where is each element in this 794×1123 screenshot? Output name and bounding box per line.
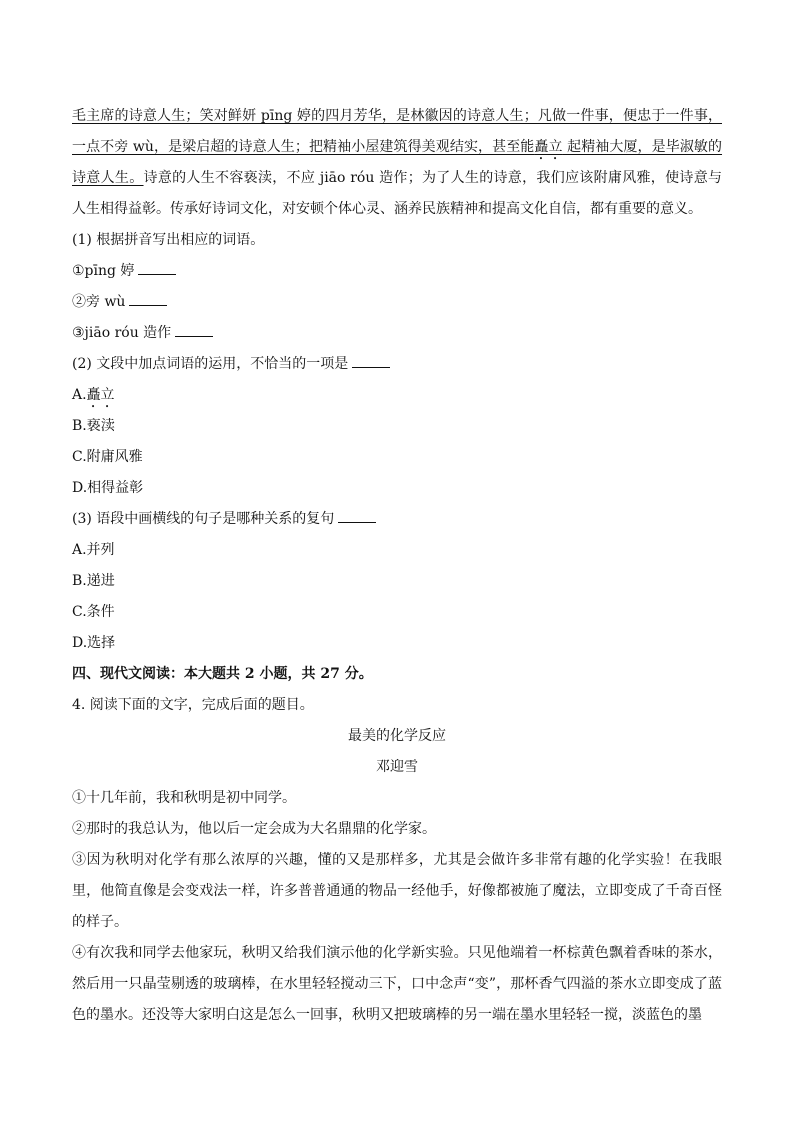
underlined-sentence: 毛主席的诗意人生；笑对鲜妍 pīng 婷的四月芳华，是林徽因的诗意人生；凡做一件事，便忠于一件事，一点不旁 wù，是梁启超的诗意人生；把精袖小屋建筑得美观结实，甚至能	[72, 108, 722, 155]
q1-item-3: ③jiāo róu 造作	[72, 318, 722, 349]
option-a-dotted-word: 矗立	[86, 387, 115, 403]
article-title: 最美的化学反应	[348, 728, 446, 744]
article-author: 邓迎雪	[376, 759, 418, 775]
document-page	[72, 101, 722, 1031]
answer-blank[interactable]	[338, 510, 376, 523]
answer-blank[interactable]	[138, 262, 176, 275]
dotted-word-chuli: 矗立	[534, 139, 563, 155]
section-heading: 四、现代文阅读：本大题共 2 小题，共 27 分。	[72, 666, 373, 682]
q1-prompt: (1) 根据拼音写出相应的词语。	[72, 232, 265, 248]
q1-item-1: ①pīng 婷	[72, 256, 722, 287]
article-paragraph-1: ①十几年前，我和秋明是初中同学。	[72, 790, 296, 806]
intro-paragraph	[72, 101, 722, 225]
article-paragraph-4: ④有次我和同学去他家玩，秋明又给我们演示他的化学新实验。只见他端着一杯棕黄色飘着香味的茶水，然后用一只晶莹剔透的玻璃棒，在水里轻轻搅动三下，口中念声“变”，那杯香气四溢的茶水立即变成了蓝色的墨水。还没等大家明白这是怎么一回事，秋明又把玻璃棒的另一端在墨水里轻轻一搅，淡蓝色的墨	[72, 945, 722, 1023]
q1-item-2: ②旁 wù	[72, 287, 722, 318]
intro-plain-text: 诗意的人生不容亵渎，不应 jiāo róu 造作；为了人生的诗意，我们应该附庸风雅，使诗意与人生相得益彰。传承好诗词文化，对安顿个体心灵、涵养民族精神和提高文化自信，都有重要的意义。	[72, 170, 723, 217]
article-paragraph-2: ②那时的我总认为，他以后一定会成为大名鼎鼎的化学家。	[72, 821, 436, 837]
answer-blank[interactable]	[352, 355, 390, 368]
q2-option-b[interactable]: B.亵渎	[72, 418, 115, 434]
q3-option-b[interactable]: B.递进	[72, 573, 115, 589]
q3-option-a[interactable]: A.并列	[72, 542, 115, 558]
q2-option-a[interactable]: A.矗立	[72, 387, 115, 403]
article-paragraph-3: ③因为秋明对化学有那么浓厚的兴趣，懂的又是那样多，尤其是会做许多非常有趣的化学实验！在我眼里，他简直像是会变戏法一样，许多普普通通的物品一经他手，好像都被施了魔法，立即变成了千奇百怪的样子。	[72, 852, 722, 930]
q2-option-c[interactable]: C.附庸风雅	[72, 449, 143, 465]
answer-blank[interactable]	[175, 324, 213, 337]
reading-instruction: 4. 阅读下面的文字，完成后面的题目。	[72, 697, 314, 713]
q3-option-c[interactable]: C.条件	[72, 604, 115, 620]
underlined-sentence-end: 起精袖大厦，是毕淑敏的诗意人生。	[72, 139, 723, 186]
q3-option-d[interactable]: D.选择	[72, 635, 116, 651]
q2-prompt: (2) 文段中加点词语的运用，不恰当的一项是	[72, 349, 722, 380]
q3-prompt: (3) 语段中画横线的句子是哪种关系的复句	[72, 504, 722, 535]
q2-option-d[interactable]: D.相得益彰	[72, 480, 144, 496]
answer-blank[interactable]	[129, 293, 167, 306]
